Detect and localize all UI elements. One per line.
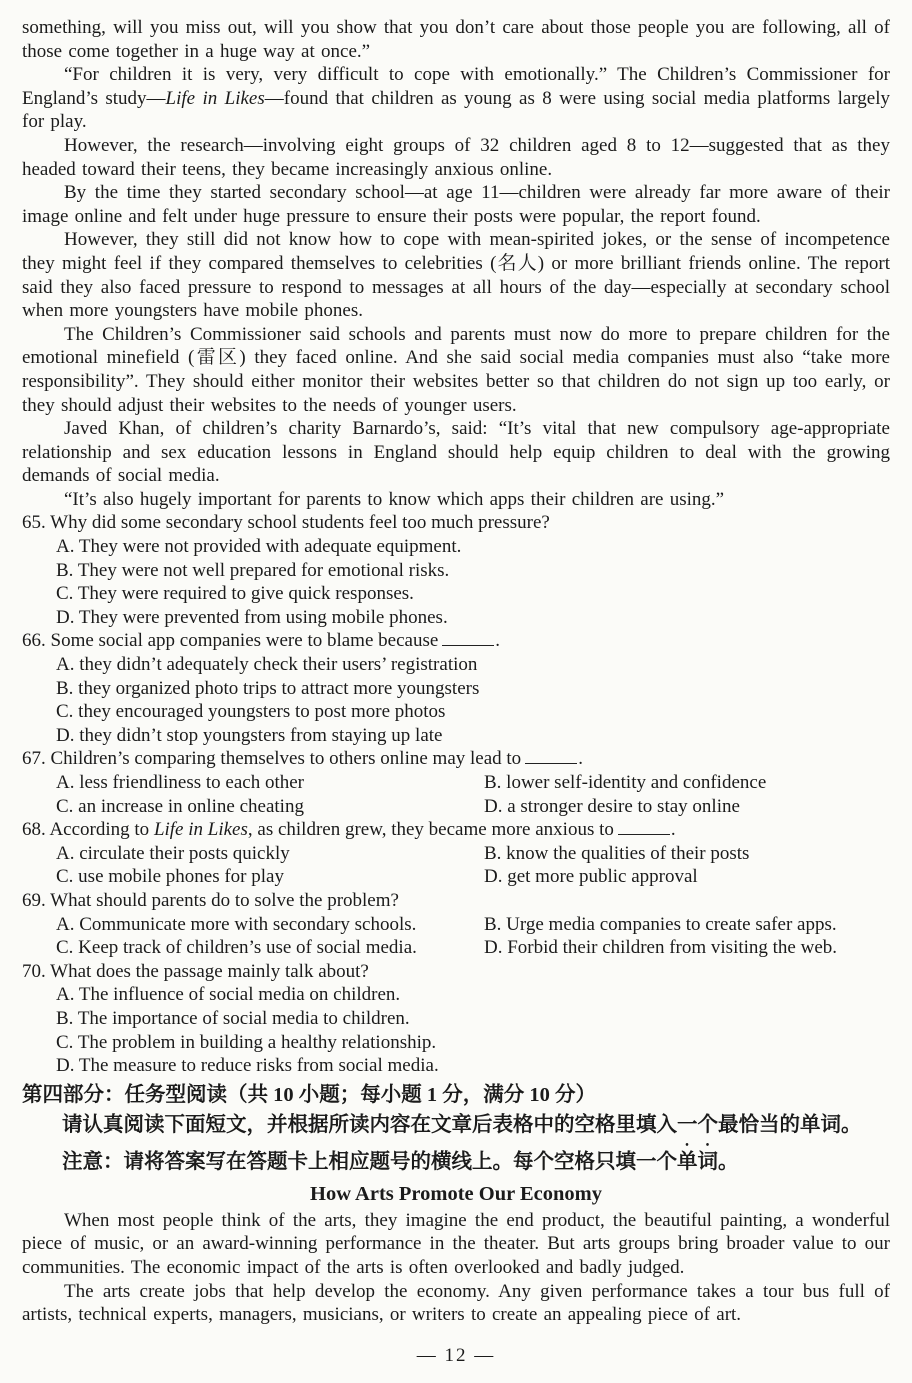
question-67-option-a: A. less friendliness to each other xyxy=(56,772,304,793)
question-65-stem xyxy=(22,511,890,535)
question-69-text: What should parents do to solve the problem? xyxy=(50,889,399,911)
question-65-text: Why did some secondary school students feel too much pressure? xyxy=(50,512,550,534)
passage1-paragraph-8: “It’s also hugely important for parents to know which apps their children are using.” xyxy=(64,488,725,510)
question-65 xyxy=(22,511,890,629)
passage2-paragraph-2: The arts create jobs that help develop the economy. Any given performance takes a tour bus full of artists, technical experts, managers, musicians, or writers to create an appealing piece of art. xyxy=(22,1280,890,1326)
passage1-paragraph-2 xyxy=(22,63,890,134)
question-65-option-c: C. They were required to give quick responses. xyxy=(56,583,414,605)
question-66-stem xyxy=(22,629,890,653)
question-69 xyxy=(22,889,890,960)
question-69-option-d: D. Forbid their children from visiting the web. xyxy=(484,937,838,959)
question-70-text: What does the passage mainly talk about? xyxy=(50,960,369,982)
question-67-option-b: B. lower self-identity and confidence xyxy=(484,772,767,793)
answer-blank xyxy=(525,750,577,764)
question-70-number: 70. xyxy=(22,960,46,982)
question-65-option-a: A. They were not provided with adequate equipment. xyxy=(56,536,462,558)
question-67-stem xyxy=(22,747,890,771)
question-70-option-c: C. The problem in building a healthy relationship. xyxy=(56,1031,437,1053)
question-70-stem xyxy=(22,960,890,984)
passage1-paragraph-5: However, they still did not know how to cope with mean-spirited jokes, or the sense of incompetence they might feel if they compared themselves to celebrities (名人) or more brilliant friends online. The report said they also faced pressure to respond to messages at all hours of the day—especially at secondary school when more youngsters have mobile phones. xyxy=(22,229,890,322)
study-title-italic: Life in Likes xyxy=(153,819,248,841)
passage1-paragraph-7: Javed Khan, of children’s charity Barnardo’s, said: “It’s vital that new compulsory age-appropriate relationship and sex education lessons in England should help equip children to deal with the growing demands of social media. xyxy=(22,418,890,487)
passage1-paragraph-6: The Children’s Commissioner said schools and parents must now do more to prepare children for the emotional minefield (雷区) they faced online. And she said social media companies must also “take more responsibility”. They should either monitor their websites better so that children do not sign up too early, or they should adjust their websites to the needs of younger users. xyxy=(22,323,890,416)
question-68-options-row-2 xyxy=(22,865,890,889)
question-69-options-row-1 xyxy=(22,913,890,937)
question-67-option-d: D. a stronger desire to stay online xyxy=(484,795,740,817)
question-68-stem xyxy=(22,818,890,842)
study-title-italic: Life in Likes xyxy=(165,87,265,109)
question-69-option-c: C. Keep track of children’s use of social media. xyxy=(56,937,417,959)
section4-note-emphasized-word: 单词 xyxy=(677,1151,718,1174)
question-68 xyxy=(22,818,890,889)
question-65-number: 65. xyxy=(22,512,46,534)
question-68-option-c: C. use mobile phones for play xyxy=(56,866,284,888)
question-67-period: . xyxy=(578,748,583,770)
question-69-options-row-2 xyxy=(22,936,890,960)
section4-note-text: 注意：请将答案写在答题卡上相应题号的横线上。每个空格只填一个 xyxy=(62,1151,677,1174)
question-66-number: 66. xyxy=(22,630,46,652)
question-66-option-b: B. they organized photo trips to attract more youngsters xyxy=(56,677,480,699)
question-66-option-d: D. they didn’t stop youngsters from staying up late xyxy=(56,724,443,746)
paragraph-2-text: “For children it is very, very difficult to cope with emotionally.” The Children’s Commissioner for England’s study— xyxy=(22,64,890,109)
section4-note-end: 。 xyxy=(718,1151,739,1174)
question-67-options-row-1 xyxy=(22,771,890,795)
question-68-options-row-1 xyxy=(22,842,890,866)
question-68-number: 68. xyxy=(22,819,46,841)
question-68-option-b: B. know the qualities of their posts xyxy=(484,842,750,864)
question-67 xyxy=(22,747,890,818)
section4-header: 第四部分：任务型阅读（共 10 小题；每小题 1 分，满分 10 分） xyxy=(22,1083,596,1106)
question-68-period: . xyxy=(670,819,676,841)
section4-instruction: 请认真阅读下面短文，并根据所读内容在文章后表格中的空格里填入一个最恰当的单词。 xyxy=(62,1113,862,1136)
question-69-option-b: B. Urge media companies to create safer apps. xyxy=(484,913,837,935)
question-70-option-a: A. The influence of social media on children. xyxy=(56,984,401,1006)
question-69-stem xyxy=(22,889,890,913)
question-67-options-row-2 xyxy=(22,795,890,819)
question-69-option-a: A. Communicate more with secondary schools. xyxy=(56,913,417,935)
passage2-paragraph-1: When most people think of the arts, they imagine the end product, the beautiful painting, a wonderful piece of music, or an award-winning performance in the theater. But arts groups bring broader value to our communities. The economic impact of the arts is often overlooked and badly judged. xyxy=(22,1209,890,1278)
question-66-option-c: C. they encouraged youngsters to post more photos xyxy=(56,701,446,723)
passage1-paragraph-3: However, the research—involving eight groups of 32 children aged 8 to 12—suggested that as they headed toward their teens, they became increasingly anxious online. xyxy=(22,134,890,180)
passage1-paragraph-4: By the time they started secondary school—at age 11—children were already far more aware of their image online and felt under huge pressure to ensure their posts were popular, the report found. xyxy=(22,182,890,227)
exam-page xyxy=(22,16,890,1367)
page-number: — 12 — xyxy=(416,1344,496,1366)
question-67-option-c: C. an increase in online cheating xyxy=(56,795,304,817)
question-68-option-d: D. get more public approval xyxy=(484,866,698,888)
question-68-text-pre: According to xyxy=(49,819,154,841)
question-65-option-d: D. They were prevented from using mobile phones. xyxy=(56,606,448,628)
question-70 xyxy=(22,960,890,1078)
question-68-text-mid: , as children grew, they became more anxious to xyxy=(247,819,614,841)
question-66-option-a: A. they didn’t adequately check their users’ registration xyxy=(56,654,478,676)
question-70-option-b: B. The importance of social media to children. xyxy=(56,1007,410,1029)
passage1-paragraph-1: something, will you miss out, will you show that you don’t care about those people you are following, all of those come together in a huge way at once.” xyxy=(22,17,890,62)
section4-note xyxy=(22,1140,890,1178)
answer-blank xyxy=(442,632,494,646)
question-66 xyxy=(22,629,890,747)
question-67-number: 67. xyxy=(22,748,46,770)
question-66-period: . xyxy=(495,630,501,652)
question-68-option-a: A. circulate their posts quickly xyxy=(56,842,290,864)
question-69-number: 69. xyxy=(22,889,46,911)
question-65-option-b: B. They were not well prepared for emotional risks. xyxy=(56,559,450,581)
question-66-text: Some social app companies were to blame because xyxy=(50,630,439,652)
passage2-title: How Arts Promote Our Economy xyxy=(310,1182,602,1205)
question-70-option-d: D. The measure to reduce risks from social media. xyxy=(56,1055,439,1077)
answer-blank xyxy=(618,821,670,835)
paragraph-2-text-cont: —found that children as young as 8 were using social media platforms largely for play. xyxy=(22,87,891,133)
question-67-text: Children’s comparing themselves to others online may lead to xyxy=(50,748,522,770)
